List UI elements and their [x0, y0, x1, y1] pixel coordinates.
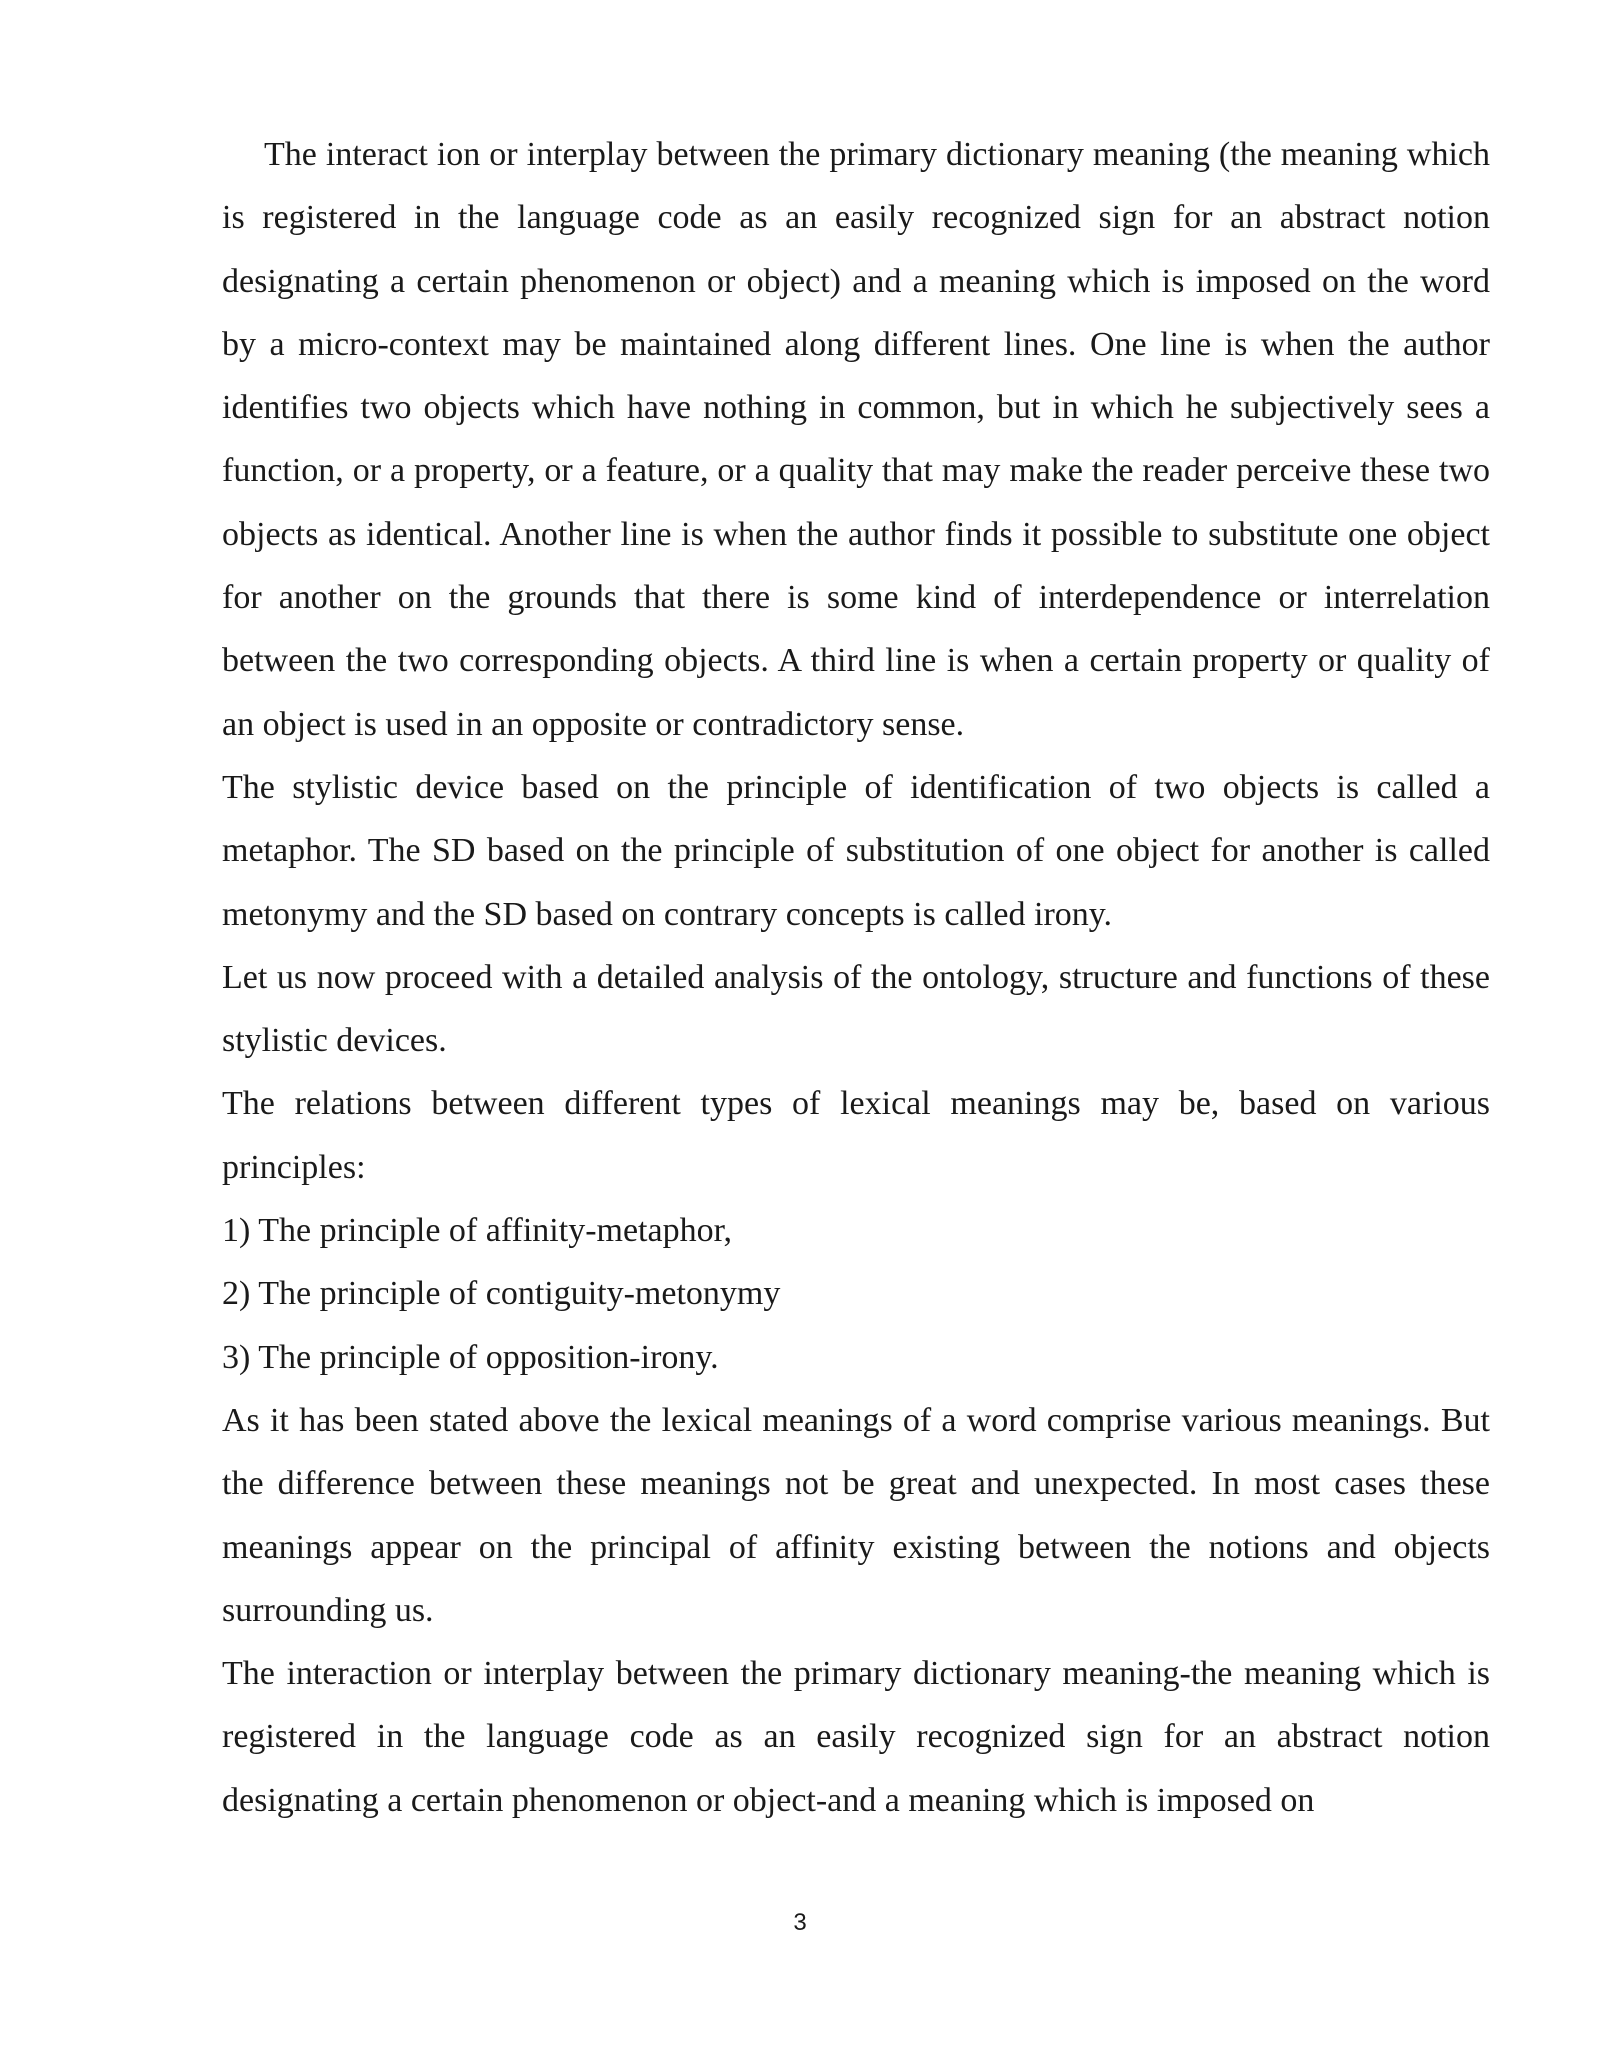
- text-body: [222, 123, 1490, 1832]
- paragraph-interplay-lines: The interact ion or interplay between the primary dictionary meaning (the meaning which is registered in the language code as an easily recognized sign for an abstract notion designating a certain phenomenon or object) and a meaning which is imposed on the word by a micro-context may be maintained along different lines. One line is when the author identifies two objects which have nothing in common, but in which he subjectively sees a function, or a property, or a feature, or a quality that may make the reader perceive these two objects as identical. Another line is when the author finds it possible to substitute one object for another on the grounds that there is some kind of interdependence or interrelation between the two corresponding objects. A third line is when a certain property or quality of an object is used in an opposite or contradictory sense.: [222, 136, 1490, 743]
- page-number: 3: [793, 1909, 807, 1936]
- list-item-opposition-irony: 3) The principle of opposition-irony.: [222, 1338, 719, 1376]
- paragraph-lexical-meanings: As it has been stated above the lexical meanings of a word comprise various meanings. But the difference between these meanings not be great and unexpected. In most cases these meanings appear on the principal of affinity existing between the notions and objects surrounding us.: [222, 1401, 1490, 1629]
- list-item-affinity-metaphor: 1) The principle of affinity-metaphor,: [222, 1212, 733, 1250]
- paragraph-interaction-continued: The interaction or interplay between the primary dictionary meaning-the meaning which is registered in the language code as an easily recognized sign for an abstract notion designating a certain phenomenon or object-and a meaning which is imposed on: [222, 1655, 1490, 1819]
- list-item-contiguity-metonymy: 2) The principle of contiguity-metonymy: [222, 1275, 781, 1313]
- paragraph-metaphor-metonymy-irony: The stylistic device based on the principle of identification of two objects is called a metaphor. The SD based on the principle of substitution of one object for another is called metonymy and the SD based on contrary concepts is called irony.: [222, 768, 1490, 933]
- paragraph-relations-principles: The relations between different types of lexical meanings may be, based on various principles:: [222, 1085, 1490, 1186]
- paragraph-proceed-analysis: Let us now proceed with a detailed analysis of the ontology, structure and functions of these stylistic devices.: [222, 958, 1490, 1060]
